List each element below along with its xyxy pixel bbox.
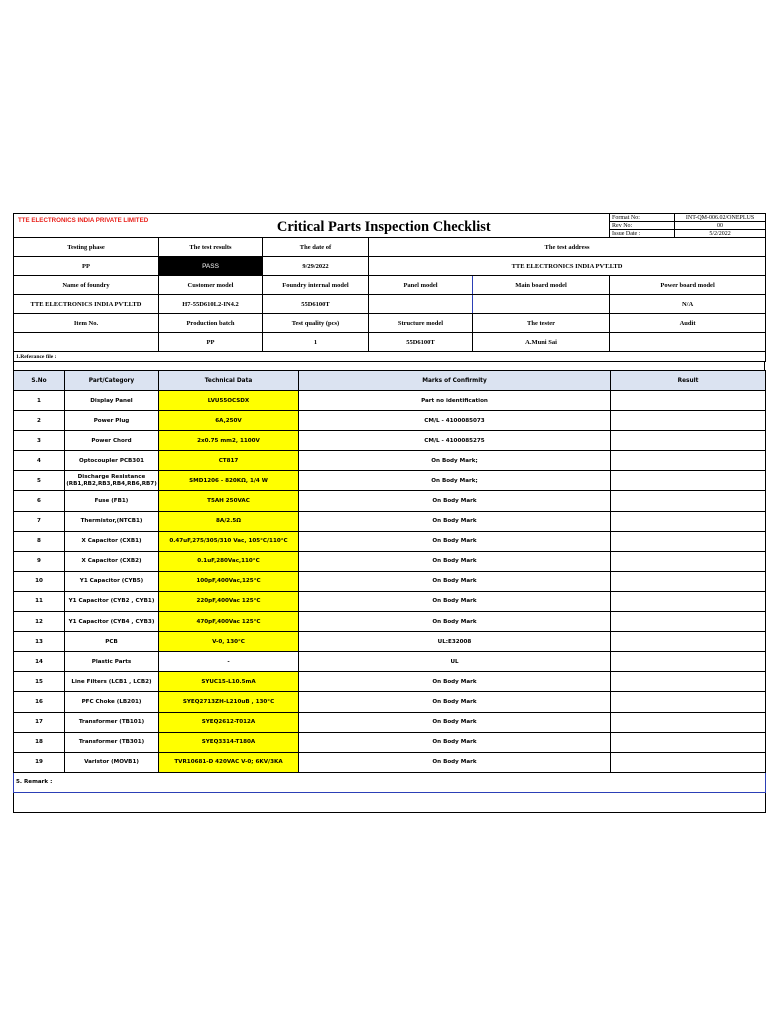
part-header: Part/Category — [65, 371, 159, 391]
format-no-value: INT-QM-006.02/ONEPLUS — [675, 214, 766, 222]
part-cell: X Capacitor (CXB2) — [65, 551, 159, 571]
marks-cell: On Body Mark — [299, 712, 611, 732]
sno-cell: 9 — [14, 551, 65, 571]
marks-cell: On Body Mark — [299, 571, 611, 591]
sno-cell: 11 — [14, 591, 65, 611]
parts-header-row — [14, 371, 766, 391]
production-batch-value: PP — [159, 333, 263, 352]
result-cell[interactable] — [611, 551, 766, 571]
test-result-value: PASS — [159, 257, 263, 276]
audit-value — [610, 333, 766, 352]
result-cell[interactable] — [611, 491, 766, 511]
item-no-label: Item No. — [14, 314, 159, 333]
test-address-value: TTE ELECTRONICS INDIA PVT.LTD — [369, 257, 766, 276]
sno-cell: 17 — [14, 712, 65, 732]
company-name: TTE ELECTRONICS INDIA PRIVATE LIMITED — [14, 214, 159, 238]
issue-date-value: 5/2/2022 — [675, 230, 766, 238]
customer-model-value: H7-55D610L2-IN4.2 — [159, 295, 263, 314]
tech-cell: SYUC15-L10.5mA — [159, 672, 299, 692]
result-cell[interactable] — [611, 531, 766, 551]
foundry-internal-model-value: 55D6100T — [263, 295, 369, 314]
marks-cell: On Body Mark — [299, 551, 611, 571]
marks-cell: CM/L - 4100085275 — [299, 431, 611, 451]
result-cell[interactable] — [611, 451, 766, 471]
result-cell[interactable] — [611, 612, 766, 632]
foundry-name-label: Name of foundry — [14, 276, 159, 295]
sno-header: S.No — [14, 371, 65, 391]
production-batch-label: Production batch — [159, 314, 263, 333]
table-row — [14, 692, 766, 712]
format-no-label: Format No: — [610, 214, 675, 222]
tech-cell: V-0, 130°C — [159, 632, 299, 652]
table-row — [14, 551, 766, 571]
test-date-value: 9/29/2022 — [263, 257, 369, 276]
sno-cell: 18 — [14, 732, 65, 752]
sno-cell: 10 — [14, 571, 65, 591]
part-cell: PFC Choke (LB201) — [65, 692, 159, 712]
marks-cell: On Body Mark — [299, 672, 611, 692]
part-cell: Y1 Capacitor (CYB2 , CYB1) — [65, 591, 159, 611]
table-row — [14, 451, 766, 471]
testing-phase-label: Testing phase — [14, 238, 159, 257]
rev-no-value: 00 — [675, 222, 766, 230]
tech-cell: TVR10681-D 420VAC V-0; 6KV/3KA — [159, 752, 299, 772]
table-row — [14, 752, 766, 772]
power-board-model-value: N/A — [610, 295, 766, 314]
tester-value: A.Muni Sai — [473, 333, 610, 352]
tech-cell: 6A,250V — [159, 411, 299, 431]
item-no-value — [14, 333, 159, 352]
sno-cell: 15 — [14, 672, 65, 692]
sno-cell: 5 — [14, 471, 65, 491]
table-row — [14, 591, 766, 611]
tech-header: Technical Data — [159, 371, 299, 391]
foundry-internal-model-label: Foundry internal model — [263, 276, 369, 295]
result-cell[interactable] — [611, 692, 766, 712]
result-cell[interactable] — [611, 571, 766, 591]
table-row — [14, 632, 766, 652]
test-quality-label: Test quality (pcs) — [263, 314, 369, 333]
tech-cell: SMD1206 - 820KΩ, 1/4 W — [159, 471, 299, 491]
tech-cell: SYEQ3314-T180A — [159, 732, 299, 752]
result-cell[interactable] — [611, 391, 766, 411]
marks-cell: On Body Mark; — [299, 471, 611, 491]
part-cell: Plastic Parts — [65, 652, 159, 672]
part-cell: Display Panel — [65, 391, 159, 411]
power-board-model-label: Power board model — [610, 276, 766, 295]
testing-phase-value: PP — [14, 257, 159, 276]
part-cell: Thermistor,(NTCB1) — [65, 511, 159, 531]
marks-cell: On Body Mark — [299, 612, 611, 632]
rev-no-label: Rev No: — [610, 222, 675, 230]
sno-cell: 1 — [14, 391, 65, 411]
result-cell[interactable] — [611, 752, 766, 772]
sno-cell: 2 — [14, 411, 65, 431]
remark-label: 5. Remark : — [14, 772, 766, 792]
part-cell: Varistor (MOVB1) — [65, 752, 159, 772]
part-cell: Y1 Capacitor (CYB5) — [65, 571, 159, 591]
marks-cell: On Body Mark — [299, 491, 611, 511]
tech-cell: LVU55OCSDX — [159, 391, 299, 411]
table-row — [14, 411, 766, 431]
marks-cell: On Body Mark — [299, 531, 611, 551]
marks-cell: On Body Mark — [299, 732, 611, 752]
table-row — [14, 672, 766, 692]
table-row — [14, 652, 766, 672]
table-row — [14, 712, 766, 732]
part-cell: PCB — [65, 632, 159, 652]
page-title: Critical Parts Inspection Checklist — [159, 214, 610, 238]
sno-cell: 19 — [14, 752, 65, 772]
spacer — [13, 362, 765, 370]
table-row — [14, 491, 766, 511]
parts-table — [13, 370, 766, 813]
tech-cell: 8A/2.5Ω — [159, 511, 299, 531]
sno-cell: 6 — [14, 491, 65, 511]
sno-cell: 4 — [14, 451, 65, 471]
result-cell[interactable] — [611, 632, 766, 652]
result-cell[interactable] — [611, 431, 766, 451]
marks-cell: CM/L - 4100085073 — [299, 411, 611, 431]
tech-cell: 470pF,400Vac 125°C — [159, 612, 299, 632]
result-cell[interactable] — [611, 652, 766, 672]
parts-body — [14, 391, 766, 773]
main-board-model-label: Main board model — [473, 276, 610, 295]
sno-cell: 13 — [14, 632, 65, 652]
table-row — [14, 511, 766, 531]
marks-cell: On Body Mark — [299, 591, 611, 611]
test-results-label: The test results — [159, 238, 263, 257]
marks-cell: On Body Mark — [299, 511, 611, 531]
remark-blank-row — [14, 792, 766, 812]
tech-cell: CT817 — [159, 451, 299, 471]
tech-cell: - — [159, 652, 299, 672]
header-table — [13, 213, 766, 362]
result-cell[interactable] — [611, 712, 766, 732]
test-quality-value: 1 — [263, 333, 369, 352]
audit-label: Audit — [610, 314, 766, 333]
table-row — [14, 391, 766, 411]
marks-cell: On Body Mark — [299, 692, 611, 712]
structure-model-label: Structure model — [369, 314, 473, 333]
sno-cell: 14 — [14, 652, 65, 672]
result-cell[interactable] — [611, 511, 766, 531]
part-cell: Optocoupler PCB301 — [65, 451, 159, 471]
result-cell[interactable] — [611, 591, 766, 611]
sno-cell: 8 — [14, 531, 65, 551]
tester-label: The tester — [473, 314, 610, 333]
part-cell: Power Chord — [65, 431, 159, 451]
result-cell[interactable] — [611, 672, 766, 692]
sno-cell: 7 — [14, 511, 65, 531]
part-cell: X Capacitor (CXB1) — [65, 531, 159, 551]
part-cell: Power Plug — [65, 411, 159, 431]
foundry-name-value: TTE ELECTRONICS INDIA PVT.LTD — [14, 295, 159, 314]
part-cell: Transformer (TB301) — [65, 732, 159, 752]
structure-model-value: 55D6100T — [369, 333, 473, 352]
tech-cell: 2x0.75 mm2, 1100V — [159, 431, 299, 451]
marks-cell: UL — [299, 652, 611, 672]
marks-cell: On Body Mark; — [299, 451, 611, 471]
marks-cell: On Body Mark — [299, 752, 611, 772]
tech-cell: 0.47uF,275/305/310 Vac, 105°C/110°C — [159, 531, 299, 551]
result-cell[interactable] — [611, 471, 766, 491]
remark-blank-cell[interactable] — [14, 792, 766, 812]
sno-cell: 16 — [14, 692, 65, 712]
part-cell: Fuse (FB1) — [65, 491, 159, 511]
table-row — [14, 571, 766, 591]
result-cell[interactable] — [611, 411, 766, 431]
part-cell: Line Filters (LCB1 , LCB2) — [65, 672, 159, 692]
main-board-model-value — [473, 295, 610, 314]
tech-cell: SYEQ2713ZH-L210uB , 130°C — [159, 692, 299, 712]
tech-cell: SYEQ2612-T012A — [159, 712, 299, 732]
table-row — [14, 732, 766, 752]
part-cell: Discharge Resistance (RB1,RB2,RB3,RB4,RB6,RB7) — [65, 471, 159, 491]
table-row — [14, 612, 766, 632]
part-cell: Transformer (TB101) — [65, 712, 159, 732]
remark-row — [14, 772, 766, 792]
table-row — [14, 431, 766, 451]
result-header: Result — [611, 371, 766, 391]
customer-model-label: Customer model — [159, 276, 263, 295]
marks-cell: UL:E32008 — [299, 632, 611, 652]
reference-file-label: 1.Referance file : — [14, 352, 766, 362]
tech-cell: T5AH 250VAC — [159, 491, 299, 511]
panel-model-value — [369, 295, 473, 314]
tech-cell: 220pF,400Vac 125°C — [159, 591, 299, 611]
table-row — [14, 531, 766, 551]
issue-date-label: Issue Date : — [610, 230, 675, 238]
date-of-label: The date of — [263, 238, 369, 257]
tech-cell: 0.1uF,280Vac,110°C — [159, 551, 299, 571]
tech-cell: 100pF,400Vac,125°C — [159, 571, 299, 591]
marks-header: Marks of Confirmity — [299, 371, 611, 391]
sno-cell: 3 — [14, 431, 65, 451]
checklist-sheet — [13, 213, 765, 813]
result-cell[interactable] — [611, 732, 766, 752]
table-row — [14, 471, 766, 491]
part-cell: Y1 Capacitor (CYB4 , CYB3) — [65, 612, 159, 632]
sno-cell: 12 — [14, 612, 65, 632]
test-address-label: The test address — [369, 238, 766, 257]
panel-model-label: Panel model — [369, 276, 473, 295]
marks-cell: Part no identification — [299, 391, 611, 411]
